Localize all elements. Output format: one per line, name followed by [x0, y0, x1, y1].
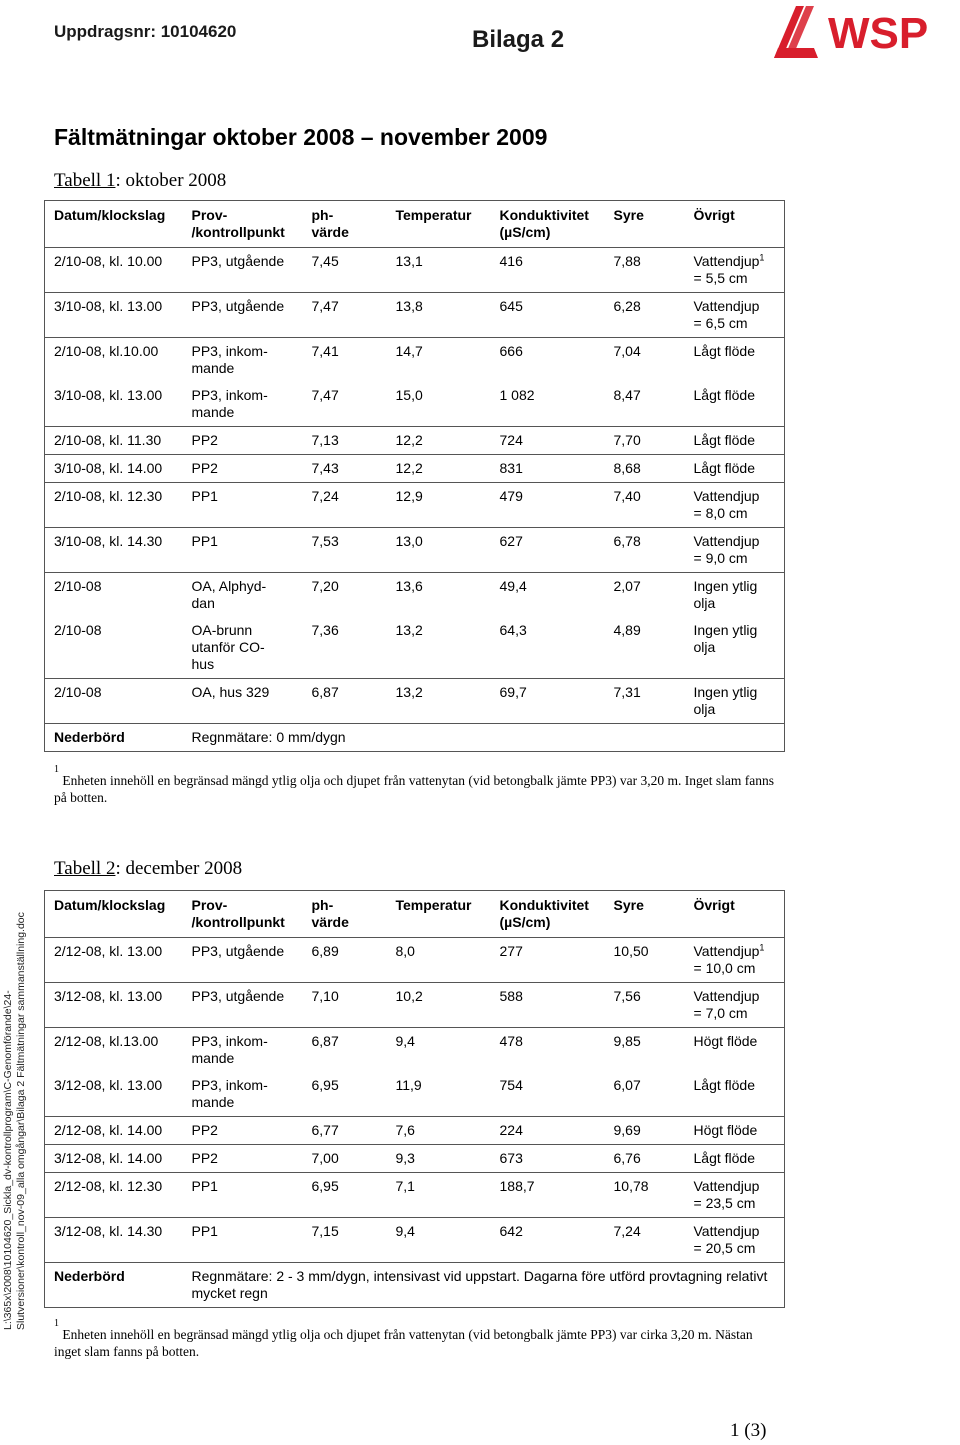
cell-temp: 12,9: [395, 488, 423, 504]
cell-date: 2/12-08, kl.13.00: [54, 1033, 159, 1049]
cell-date: 3/10-08, kl. 14.00: [54, 460, 163, 476]
cell-cond: 673: [499, 1150, 523, 1166]
cell-point: PP2: [191, 460, 218, 476]
cell-other-text: Vattendjup: [693, 988, 760, 1004]
cell-other-detail: = 10,0 cm: [693, 960, 756, 976]
cell-oxygen: 7,40: [613, 488, 641, 504]
table-row: [45, 1173, 785, 1218]
cell-other-text: Högt flöde: [693, 1122, 758, 1138]
table-row: [45, 679, 785, 724]
cell-date: 2/12-08, kl. 12.30: [54, 1178, 163, 1194]
cell-other: [685, 1117, 785, 1145]
cell-temp: 8,0: [395, 943, 415, 959]
cell-point: PP1: [191, 1223, 218, 1239]
column-header: ph- värde: [311, 897, 349, 930]
cell-other: [685, 338, 785, 383]
cell-cond: 724: [499, 432, 523, 448]
table-row: [45, 427, 785, 455]
cell-cond: 1 082: [499, 387, 535, 403]
cell-oxygen: 7,56: [613, 988, 641, 1004]
cell-date: 3/12-08, kl. 14.30: [54, 1223, 163, 1239]
cell-date: 2/10-08: [54, 578, 102, 594]
cell-temp: 15,0: [395, 387, 423, 403]
column-header: Temperatur: [395, 207, 472, 223]
table-row: [45, 1145, 785, 1173]
document-path-sidebar: L:\365x\2008\10104620_Sickla_dv-kontrollprogram\C-Genomförande\24-Slutversioner\kontroll_nov-09_alla omgångar\Bilaga 2 Fältmätningar sammanställning.doc: [2, 912, 27, 1330]
cell-ph: 7,47: [311, 387, 339, 403]
cell-cond: 588: [499, 988, 523, 1004]
column-header: Syre: [613, 207, 644, 223]
cell-other-text: Vattendjup: [693, 488, 760, 504]
table2-measurements: [44, 890, 785, 1308]
cell-other: [685, 573, 785, 618]
cell-cond: 416: [499, 253, 523, 269]
cell-other: [685, 938, 785, 983]
cell-cond: 642: [499, 1223, 523, 1239]
table-row: [45, 528, 785, 573]
cell-cond: 627: [499, 533, 523, 549]
cell-other-detail: = 9,0 cm: [693, 550, 748, 566]
cell-date: 2/10-08: [54, 684, 102, 700]
cell-ph: 7,10: [311, 988, 339, 1004]
cell-ph: 7,20: [311, 578, 339, 594]
column-header: Prov- /kontrollpunkt: [191, 207, 285, 240]
cell-temp: 13,1: [395, 253, 423, 269]
cell-ph: 7,53: [311, 533, 339, 549]
cell-point: PP3, utgående: [191, 298, 285, 314]
cell-cond: 478: [499, 1033, 523, 1049]
cell-oxygen: 6,76: [613, 1150, 641, 1166]
cell-date: 3/12-08, kl. 13.00: [54, 988, 163, 1004]
cell-other: [685, 528, 785, 573]
header-assignment-number: Uppdragsnr: 10104620: [54, 22, 237, 41]
cell-oxygen: 2,07: [613, 578, 641, 594]
cell-temp: 12,2: [395, 460, 423, 476]
column-header: Övrigt: [693, 207, 735, 223]
cell-cond: 277: [499, 943, 523, 959]
cell-other: [685, 1218, 785, 1263]
cell-point: PP1: [191, 533, 218, 549]
footnote-text: Enheten innehöll en begränsad mängd ytlig olja och djupet från vattenytan (vid betongbalk jämte PP3) var cirka 3,20 m. Nästan inget slam fanns på botten.: [54, 1327, 753, 1359]
cell-oxygen: 4,89: [613, 622, 641, 638]
column-header: Temperatur: [395, 897, 472, 913]
cell-ph: 7,13: [311, 432, 339, 448]
table1-header-row: [45, 201, 785, 248]
cell-oxygen: 7,04: [613, 343, 641, 359]
cell-other-detail: = 23,5 cm: [693, 1195, 756, 1211]
cell-oxygen: 8,47: [613, 387, 641, 403]
wsp-logo: [770, 2, 960, 62]
cell-cond: 645: [499, 298, 523, 314]
precipitation-row: [45, 724, 785, 752]
cell-cond: 69,7: [499, 684, 527, 700]
table-row: [45, 293, 785, 338]
table-row: [45, 338, 785, 383]
page-title: Fältmätningar oktober 2008 – november 2009: [54, 124, 548, 150]
cell-oxygen: 9,85: [613, 1033, 641, 1049]
cell-other-text: Lågt flöde: [693, 460, 755, 476]
cell-ph: 6,77: [311, 1122, 339, 1138]
cell-date: 2/12-08, kl. 13.00: [54, 943, 163, 959]
cell-oxygen: 9,69: [613, 1122, 641, 1138]
cell-other-text: Lågt flöde: [693, 432, 755, 448]
cell-other-detail: olja: [693, 701, 716, 717]
table-row: [45, 983, 785, 1028]
table2-caption-suffix: : december 2008: [115, 858, 243, 879]
cell-other: [685, 455, 785, 483]
footnote-text: Enheten innehöll en begränsad mängd ytlig olja och djupet från vattenytan (vid betongbalk jämte PP3) var 3,20 m. Inget slam fanns på botten.: [54, 773, 774, 805]
precipitation-label: Nederbörd: [54, 1268, 125, 1284]
cell-cond: 754: [499, 1077, 523, 1093]
cell-other: [685, 679, 785, 724]
cell-date: 2/10-08, kl. 11.30: [54, 432, 162, 448]
cell-date: 2/10-08, kl. 12.30: [54, 488, 163, 504]
table2-caption-prefix: Tabell 2: [54, 858, 116, 879]
cell-temp: 13,2: [395, 684, 423, 700]
table-row: [45, 382, 785, 427]
cell-cond: 831: [499, 460, 523, 476]
cell-cond: 479: [499, 488, 523, 504]
cell-oxygen: 6,28: [613, 298, 641, 314]
column-header: Datum/klockslag: [54, 207, 166, 223]
cell-ph: 6,95: [311, 1077, 339, 1093]
cell-cond: 224: [499, 1122, 523, 1138]
cell-other-text: Ingen ytlig: [693, 622, 758, 638]
table2-footnote: [54, 1318, 774, 1360]
cell-ph: 7,36: [311, 622, 339, 638]
cell-point: OA, hus 329: [191, 684, 270, 700]
cell-ph: 6,89: [311, 943, 339, 959]
cell-temp: 9,4: [395, 1223, 415, 1239]
table-row: [45, 455, 785, 483]
cell-other-text: Ingen ytlig: [693, 684, 758, 700]
cell-point: PP2: [191, 432, 218, 448]
cell-ph: 6,87: [311, 1033, 339, 1049]
cell-ph: 7,41: [311, 343, 339, 359]
logo-mark-icon: [774, 6, 818, 58]
cell-oxygen: 8,68: [613, 460, 641, 476]
cell-other: [685, 1173, 785, 1218]
table-row: [45, 248, 785, 293]
table1-caption-prefix: Tabell 1: [54, 170, 116, 191]
precipitation-value: Regnmätare: 2 - 3 mm/dygn, intensivast vid uppstart. Dagarna före utförd provtagning relativt mycket regn: [191, 1268, 768, 1301]
cell-other: [685, 983, 785, 1028]
cell-point: PP3, inkom- mande: [191, 1033, 268, 1066]
cell-cond: 666: [499, 343, 523, 359]
page-number: 1 (3): [730, 1420, 767, 1441]
cell-other-detail: = 8,0 cm: [693, 505, 748, 521]
precipitation-label: Nederbörd: [54, 729, 125, 745]
cell-other: [685, 483, 785, 528]
table-row: [45, 938, 785, 983]
cell-temp: 9,3: [395, 1150, 415, 1166]
cell-other: [685, 1072, 785, 1117]
cell-other-text: Vattendjup: [693, 253, 760, 269]
table-row: [45, 1117, 785, 1145]
cell-oxygen: 7,88: [613, 253, 641, 269]
table-row: [45, 1028, 785, 1073]
cell-ph: 7,47: [311, 298, 339, 314]
table1-measurements: [44, 200, 785, 752]
logo-text: WSP: [828, 9, 929, 58]
cell-oxygen: 7,70: [613, 432, 641, 448]
cell-ph: 6,87: [311, 684, 339, 700]
cell-temp: 10,2: [395, 988, 423, 1004]
cell-date: 2/10-08, kl. 10.00: [54, 253, 163, 269]
cell-point: PP3, inkom- mande: [191, 1077, 268, 1110]
cell-temp: 13,8: [395, 298, 423, 314]
cell-ph: 7,00: [311, 1150, 339, 1166]
cell-other: [685, 427, 785, 455]
cell-other-detail: = 20,5 cm: [693, 1240, 756, 1256]
cell-other-detail: = 5,5 cm: [693, 270, 748, 286]
cell-other-text: Vattendjup: [693, 1178, 760, 1194]
cell-other: [685, 248, 785, 293]
cell-date: 2/12-08, kl. 14.00: [54, 1122, 163, 1138]
cell-temp: 13,0: [395, 533, 423, 549]
cell-temp: 11,9: [395, 1077, 422, 1093]
cell-other-text: Vattendjup: [693, 943, 760, 959]
cell-other-text: Vattendjup: [693, 1223, 760, 1239]
cell-other-text: Högt flöde: [693, 1033, 758, 1049]
cell-oxygen: 7,31: [613, 684, 641, 700]
cell-point: PP1: [191, 488, 218, 504]
cell-ph: 7,45: [311, 253, 339, 269]
cell-point: OA-brunn utanför CO- hus: [191, 622, 265, 672]
cell-temp: 7,1: [395, 1178, 415, 1194]
table2-header-row: [45, 891, 785, 938]
column-header: Datum/klockslag: [54, 897, 166, 913]
cell-point: PP3, utgående: [191, 988, 285, 1004]
table1-caption-suffix: : oktober 2008: [115, 170, 227, 191]
cell-other-text: Vattendjup: [693, 298, 760, 314]
cell-other-text: Vattendjup: [693, 533, 760, 549]
cell-date: 3/10-08, kl. 13.00: [54, 298, 163, 314]
cell-temp: 7,6: [395, 1122, 415, 1138]
table1-caption: [54, 170, 226, 192]
cell-date: 3/12-08, kl. 13.00: [54, 1077, 163, 1093]
cell-temp: 14,7: [395, 343, 423, 359]
cell-temp: 9,4: [395, 1033, 415, 1049]
cell-point: PP2: [191, 1150, 218, 1166]
cell-other-detail: olja: [693, 595, 716, 611]
cell-other: [685, 617, 785, 679]
precipitation-value: Regnmätare: 0 mm/dygn: [191, 729, 346, 745]
cell-ph: 7,24: [311, 488, 339, 504]
cell-oxygen: 6,07: [613, 1077, 641, 1093]
cell-point: OA, Alphyd- dan: [191, 578, 267, 611]
cell-other-text: Lågt flöde: [693, 343, 755, 359]
table2-caption: [54, 858, 242, 880]
column-header: Övrigt: [693, 897, 735, 913]
table1-footnote: [54, 764, 774, 806]
cell-cond: 64,3: [499, 622, 527, 638]
cell-cond: 188,7: [499, 1178, 535, 1194]
cell-point: PP3, utgående: [191, 253, 285, 269]
table-row: [45, 573, 785, 618]
cell-point: PP3, inkom- mande: [191, 387, 268, 420]
cell-ph: 7,43: [311, 460, 339, 476]
header-appendix-label: Bilaga 2: [472, 26, 565, 53]
column-header: Syre: [613, 897, 644, 913]
cell-oxygen: 10,50: [613, 943, 649, 959]
cell-ph: 6,95: [311, 1178, 339, 1194]
cell-temp: 13,6: [395, 578, 423, 594]
cell-point: PP1: [191, 1178, 218, 1194]
cell-point: PP3, inkom- mande: [191, 343, 268, 376]
cell-other: [685, 293, 785, 338]
table-row: [45, 1218, 785, 1263]
cell-date: 3/10-08, kl. 14.30: [54, 533, 163, 549]
cell-other-detail: olja: [693, 639, 716, 655]
cell-oxygen: 10,78: [613, 1178, 649, 1194]
cell-other-text: Lågt flöde: [693, 1150, 755, 1166]
cell-oxygen: 7,24: [613, 1223, 641, 1239]
cell-other: [685, 1028, 785, 1073]
column-header: Prov- /kontrollpunkt: [191, 897, 285, 930]
cell-other-detail: = 7,0 cm: [693, 1005, 748, 1021]
cell-date: 3/10-08, kl. 13.00: [54, 387, 163, 403]
cell-oxygen: 6,78: [613, 533, 641, 549]
footnote-ref: 1: [759, 252, 765, 263]
table-row: [45, 483, 785, 528]
cell-date: 3/12-08, kl. 14.00: [54, 1150, 163, 1166]
column-header: Konduktivitet (µS/cm): [499, 897, 589, 930]
column-header: Konduktivitet (µS/cm): [499, 207, 589, 240]
table-row: [45, 617, 785, 679]
cell-point: PP3, utgående: [191, 943, 285, 959]
cell-temp: 12,2: [395, 432, 423, 448]
cell-cond: 49,4: [499, 578, 527, 594]
cell-date: 2/10-08: [54, 622, 102, 638]
cell-ph: 7,15: [311, 1223, 339, 1239]
cell-date: 2/10-08, kl.10.00: [54, 343, 159, 359]
cell-other: [685, 1145, 785, 1173]
cell-other-text: Lågt flöde: [693, 1077, 755, 1093]
footnote-mark: 1: [54, 1318, 59, 1329]
column-header: ph- värde: [311, 207, 349, 240]
cell-temp: 13,2: [395, 622, 423, 638]
cell-other: [685, 382, 785, 427]
precipitation-row: [45, 1263, 785, 1308]
cell-other-text: Ingen ytlig: [693, 578, 758, 594]
cell-other-detail: = 6,5 cm: [693, 315, 748, 331]
footnote-ref: 1: [759, 942, 765, 953]
table-row: [45, 1072, 785, 1117]
cell-other-text: Lågt flöde: [693, 387, 755, 403]
cell-point: PP2: [191, 1122, 218, 1138]
footnote-mark: 1: [54, 764, 59, 775]
